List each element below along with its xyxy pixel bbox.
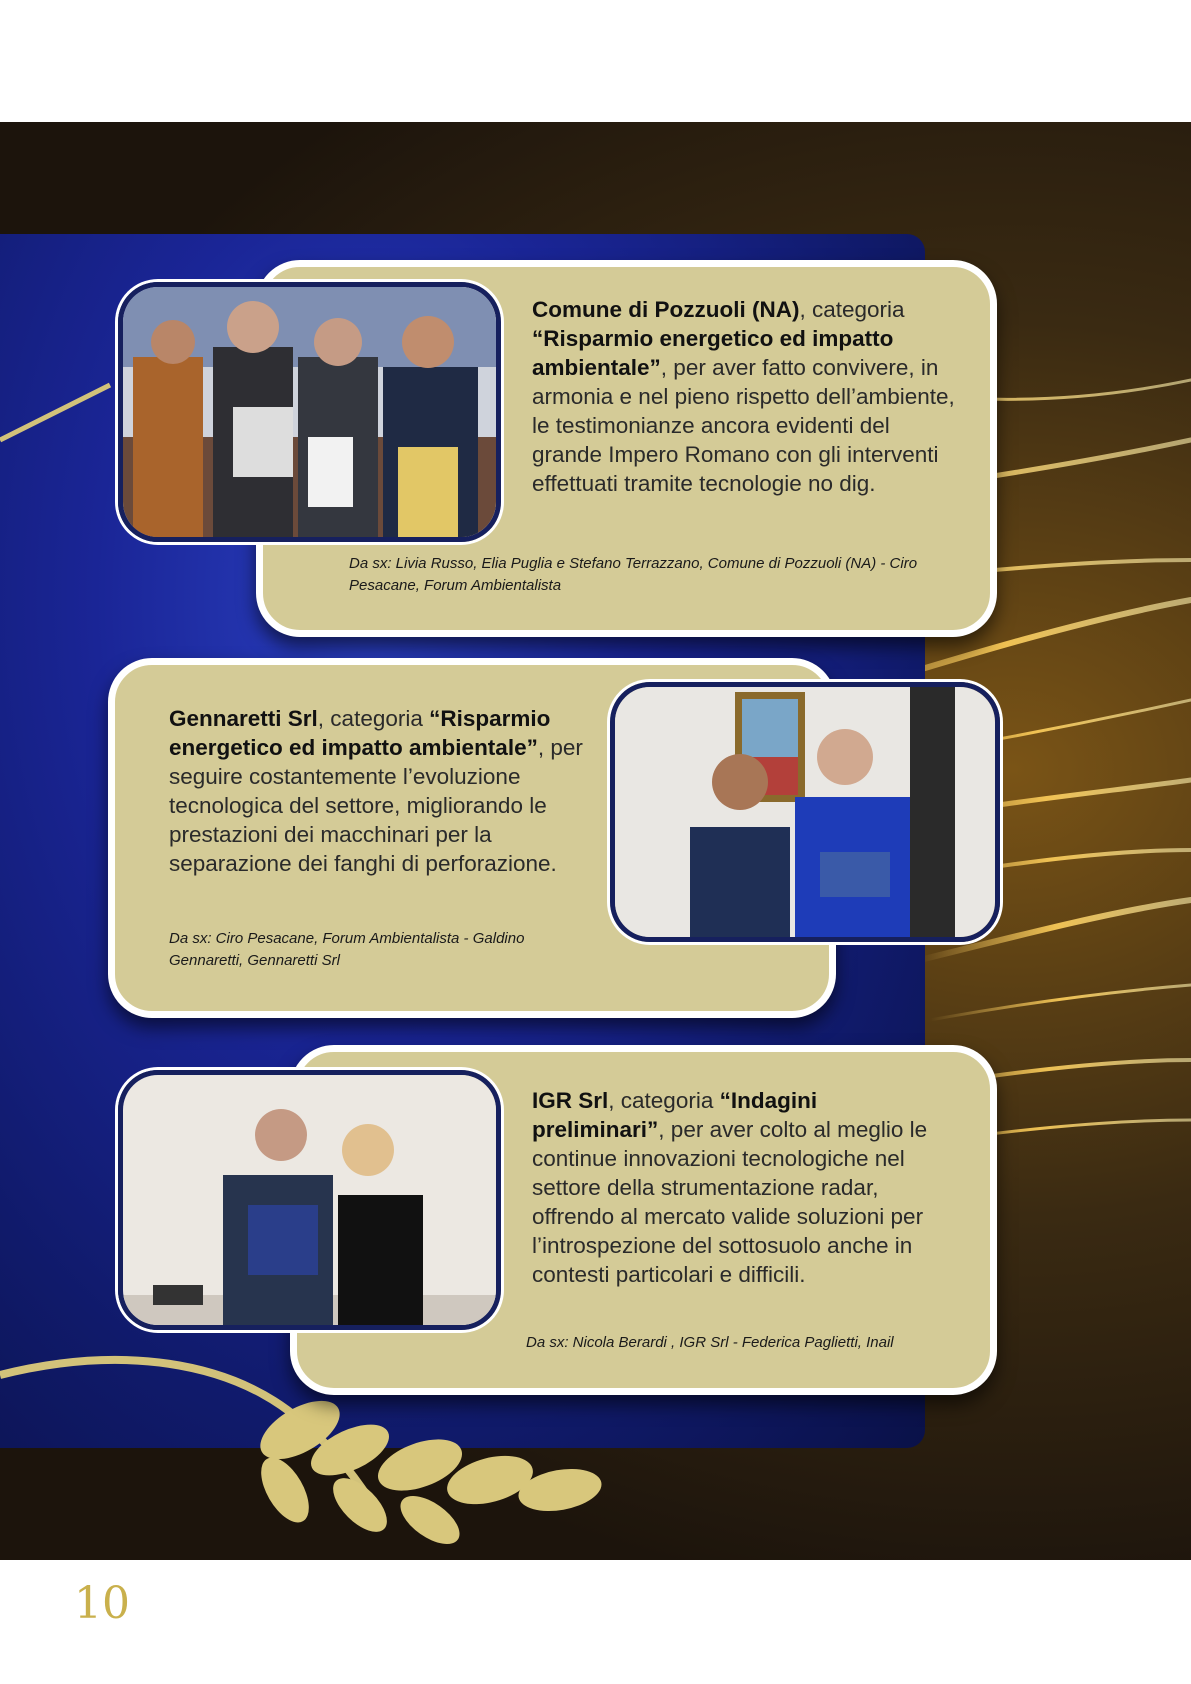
award-desc-2: , per seguire costantemente l’evoluzione tecnologica del settore, migliorando le prestazioni dei macchinari per la separazione dei fanghi di perforazione.	[169, 735, 583, 876]
award-text-2	[169, 704, 584, 878]
award-text-1	[532, 295, 962, 498]
award-org-3: IGR Srl	[532, 1088, 609, 1113]
award-org-1: Comune di Pozzuoli (NA)	[532, 297, 800, 322]
photo-igr-image	[123, 1075, 496, 1325]
award-category-1: “Risparmio energetico ed impatto ambientale”	[532, 326, 894, 380]
award-category-2: “Risparmio energetico ed impatto ambientale”	[169, 706, 551, 760]
award-photo-3	[118, 1070, 501, 1330]
award-sep-2: , categoria	[317, 706, 430, 731]
award-photo-1	[118, 282, 501, 542]
award-desc-1: , per aver fatto convivere, in armonia e nel pieno rispetto dell’ambiente, le testimonianze ancora evidenti del grande Impero Romano con gli interventi effettuati tramite tecnologie no dig.	[532, 355, 955, 496]
award-photo-2	[610, 682, 1000, 942]
award-caption-2: Da sx: Ciro Pesacane, Forum Ambientalista - Galdino Gennaretti, Gennaretti Srl	[169, 930, 525, 969]
photo-pozzuoli-group-image	[123, 287, 496, 537]
award-sep-3: , categoria	[608, 1088, 720, 1113]
photo-gennaretti-image	[615, 687, 995, 937]
award-caption-1: Da sx: Livia Russo, Elia Puglia e Stefano Terrazzano, Comune di Pozzuoli (NA) - Ciro Pesacane, Forum Ambientalista	[349, 555, 918, 594]
award-org-2: Gennaretti Srl	[169, 706, 318, 731]
award-desc-3: , per aver colto al meglio le continue innovazioni tecnologiche nel settore della strumentazione radar, offrendo al mercato valide soluzioni per l’introspezione del sottosuolo anche in contesti particolari e difficili.	[532, 1117, 928, 1287]
award-text-3	[532, 1086, 937, 1289]
award-category-3: “Indagini preliminari”	[532, 1088, 818, 1142]
award-sep-1: , categoria	[799, 297, 905, 322]
award-caption-3: Da sx: Nicola Berardi , IGR Srl - Federica Paglietti, Inail	[526, 1334, 894, 1351]
page-number: 10	[74, 1578, 130, 1629]
